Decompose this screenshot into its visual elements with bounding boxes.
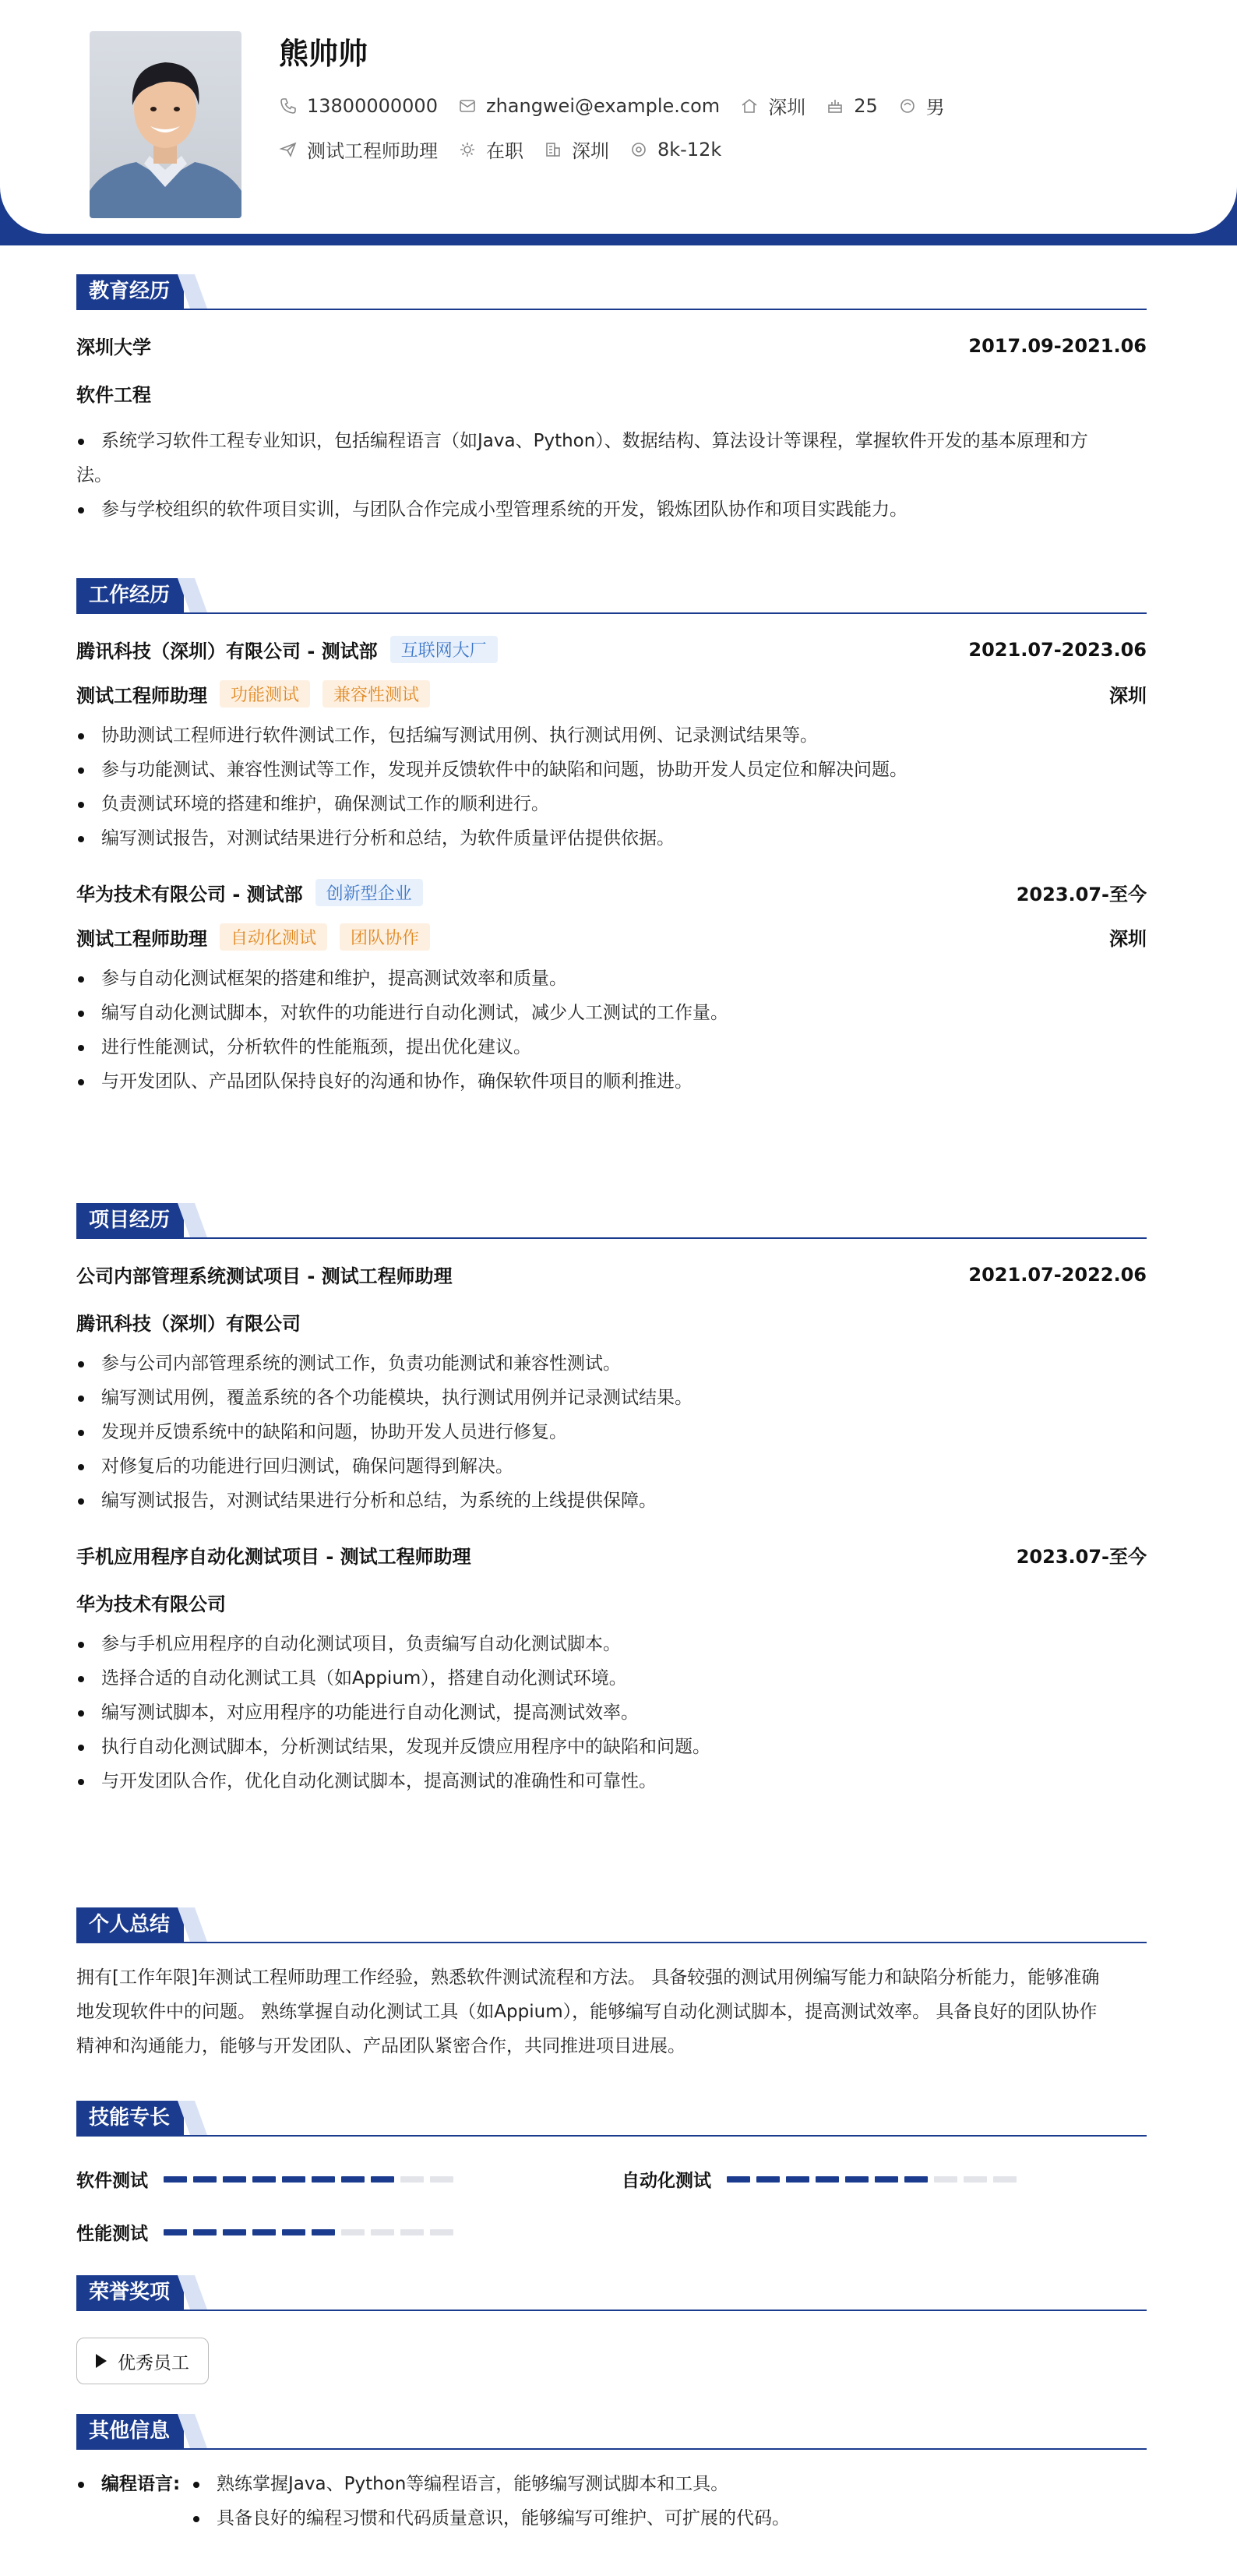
work-company-row: [76, 636, 498, 663]
skill-level-segment: [252, 2176, 276, 2183]
list-item-text: 法。: [76, 465, 112, 485]
section-title: 个人总结: [76, 1907, 184, 1942]
project-period: 2021.07-2022.06: [968, 1263, 1147, 1286]
project-entry-head: [76, 1261, 1147, 1288]
skill-level-bar: [164, 2229, 460, 2235]
project-period: 2023.07-至今: [1016, 1546, 1147, 1568]
other-section: [76, 2414, 1147, 2553]
list-item: [76, 492, 1147, 527]
skill-level-segment: [400, 2229, 424, 2235]
skill-name: 性能测试: [76, 2224, 148, 2244]
header-card: [0, 0, 1237, 234]
city-value: 深圳: [768, 97, 806, 118]
summary-line: 拥有[工作年限]年测试工程师助理工作经验，熟悉软件测试流程和方法。 具备较强的测试用例编写能力和缺陷分析能力，能够准确: [76, 1967, 1100, 1988]
project-company: 腾讯科技（深圳）有限公司: [76, 1313, 301, 1335]
skill-level-segment: [904, 2176, 928, 2183]
skill-level-segment: [430, 2229, 453, 2235]
phone-icon: [279, 97, 298, 115]
city-item: [740, 92, 805, 119]
other-items: [192, 2467, 790, 2535]
bullet-dot: [78, 2482, 84, 2488]
coin-icon: [629, 140, 648, 159]
email-item: [458, 95, 720, 117]
skill-tag: 兼容性测试: [322, 680, 430, 708]
skill-tag: 团队协作: [340, 923, 430, 951]
skill-level-segment: [223, 2229, 246, 2235]
skill-level-segment: [371, 2229, 394, 2235]
role-with-tags: [76, 923, 430, 951]
skill-level-bar: [727, 2176, 1023, 2183]
company-name: 腾讯科技（深圳）有限公司 - 测试部: [76, 640, 378, 662]
project-company-row: [76, 1589, 1147, 1616]
skills-section: [76, 2101, 1147, 2253]
phone-item: [279, 95, 438, 117]
age-value: 25: [854, 94, 878, 117]
skill-level-segment: [252, 2229, 276, 2235]
summary-text: [76, 1960, 1147, 2063]
skill-level-segment: [400, 2176, 424, 2183]
play-icon: [96, 2354, 107, 2368]
list-item: 熟练掌握Java、Python等编程语言，能够编写测试脚本和工具。: [192, 2467, 790, 2501]
work-section: [76, 578, 1147, 1099]
list-item: 具备良好的编程习惯和代码质量意识，能够编写可维护、可扩展的代码。: [192, 2501, 790, 2535]
other-label-row: [76, 2467, 180, 2501]
section-header: [76, 2275, 1147, 2311]
skill-level-segment: [934, 2176, 957, 2183]
section-header: [76, 2101, 1147, 2137]
education-bullets: [76, 424, 1147, 527]
work-entry-head: [76, 879, 1147, 906]
skill-tag: 功能测试: [220, 680, 310, 708]
work-location: 深圳: [1109, 685, 1147, 707]
skill-level-segment: [193, 2229, 217, 2235]
work-location: 深圳: [1109, 928, 1147, 950]
work-entry-head: [76, 636, 1147, 663]
section-title: 技能专长: [76, 2101, 184, 2135]
skills-grid: [76, 2137, 1147, 2253]
candidate-name: 熊帅帅: [279, 37, 368, 71]
skill-level-segment: [193, 2176, 217, 2183]
list-item: 与开发团队、产品团队保持良好的沟通和协作，确保软件项目的顺利推进。: [76, 1064, 1147, 1099]
education-section: [76, 274, 1147, 527]
salary-value: 8k-12k: [657, 138, 722, 161]
age-item: [826, 95, 878, 117]
list-item: 编写测试报告，对测试结果进行分析和总结，为系统的上线提供保障。: [76, 1484, 1147, 1518]
skill-level-segment: [164, 2176, 187, 2183]
work-bullets: [76, 718, 1147, 856]
section-header: [76, 1907, 1147, 1943]
skill-level-segment: [341, 2229, 365, 2235]
list-item: 发现并反馈系统中的缺陷和问题，协助开发人员进行修复。: [76, 1415, 1147, 1449]
project-bullets: [76, 1627, 1147, 1798]
role: 测试工程师助理: [76, 928, 207, 950]
skill-level-segment: [223, 2176, 246, 2183]
award-item: [76, 2338, 209, 2384]
project-company-row: [76, 1308, 1147, 1336]
gender-icon: [898, 97, 917, 115]
skill-level-segment: [164, 2229, 187, 2235]
list-item: 协助测试工程师进行软件测试工作，包括编写测试用例、执行测试用例、记录测试结果等。: [76, 718, 1147, 753]
mail-icon: [458, 97, 477, 115]
section-title: 其他信息: [76, 2414, 184, 2448]
skill-level-segment: [875, 2176, 898, 2183]
section-header: [76, 578, 1147, 614]
role-with-tags: [76, 680, 430, 708]
phone-value: 13800000000: [307, 94, 438, 117]
list-item: 参与功能测试、兼容性测试等工作，发现并反馈软件中的缺陷和问题，协助开发人员定位和解决问题。: [76, 753, 1147, 787]
project-title: 手机应用程序自动化测试项目 - 测试工程师助理: [76, 1546, 471, 1568]
other-label: 编程语言:: [101, 2474, 181, 2494]
company-tag: 互联网大厂: [390, 636, 498, 663]
section-title: 教育经历: [76, 274, 184, 309]
education-entry-head: [76, 332, 1147, 359]
list-item: 参与公司内部管理系统的测试工作，负责功能测试和兼容性测试。: [76, 1346, 1147, 1381]
section-title: 项目经历: [76, 1203, 184, 1237]
section-header: [76, 1203, 1147, 1239]
awards-list: [76, 2338, 1147, 2384]
project-bullets: [76, 1346, 1147, 1518]
list-item: 对修复后的功能进行回归测试，确保问题得到解决。: [76, 1449, 1147, 1484]
project-company: 华为技术有限公司: [76, 1593, 226, 1615]
work-role-row: [76, 680, 1147, 708]
skill-level-segment: [786, 2176, 809, 2183]
skill-level-segment: [282, 2229, 305, 2235]
list-item-text: 参与学校组织的软件项目实训，与团队合作完成小型管理系统的开发，锻炼团队协作和项目实践能力。: [101, 499, 907, 520]
skill-level-segment: [727, 2176, 750, 2183]
work-period: 2023.07-至今: [1016, 884, 1147, 905]
list-item: [76, 424, 1147, 492]
section-title: 荣誉奖项: [76, 2275, 184, 2310]
major: 软件工程: [76, 384, 151, 406]
target-city-item: [544, 136, 609, 163]
projects-section: [76, 1203, 1147, 1798]
list-item: 执行自动化测试脚本，分析测试结果，发现并反馈应用程序中的缺陷和问题。: [76, 1730, 1147, 1764]
skill-level-segment: [312, 2176, 335, 2183]
cake-icon: [826, 97, 844, 115]
project-entry-head: [76, 1541, 1147, 1569]
target-city-value: 深圳: [572, 140, 609, 162]
other-info: [76, 2467, 1147, 2553]
contact-row: [279, 92, 965, 119]
skill-item: [76, 2219, 460, 2245]
company-name: 华为技术有限公司 - 测试部: [76, 884, 303, 905]
home-icon: [740, 97, 759, 115]
list-item-text: 系统学习软件工程专业知识，包括编程语言（如Java、Python）、数据结构、算法设计等课程，掌握软件开发的基本原理和方: [101, 431, 1088, 451]
section-header: [76, 2414, 1147, 2450]
school-name: 深圳大学: [76, 337, 151, 358]
list-item: 负责测试环境的搭建和维护，确保测试工作的顺利进行。: [76, 787, 1147, 821]
list-item: 编写测试脚本，对应用程序的功能进行自动化测试，提高测试效率。: [76, 1696, 1147, 1730]
status-item: [458, 136, 523, 163]
education-period: 2017.09-2021.06: [968, 334, 1147, 357]
list-item: 参与自动化测试框架的搭建和维护，提高测试效率和质量。: [76, 962, 1147, 996]
award-name: 优秀员工: [118, 2352, 189, 2373]
sun-icon: [458, 140, 477, 159]
skill-item: [622, 2166, 1023, 2192]
salary-item: [629, 139, 721, 161]
list-item: 进行性能测试，分析软件的性能瓶颈，提出优化建议。: [76, 1030, 1147, 1064]
skill-level-segment: [430, 2176, 453, 2183]
section-header: [76, 274, 1147, 310]
education-major-row: [76, 379, 1147, 407]
work-company-row: [76, 879, 423, 906]
summary-section: [76, 1907, 1147, 2063]
skill-level-segment: [993, 2176, 1017, 2183]
summary-line: 精神和沟通能力，能够与开发团队、产品团队紧密合作，共同推进项目进展。: [76, 2036, 685, 2056]
summary-line: 地发现软件中的问题。 熟练掌握自动化测试工具（如Appium），能够编写自动化测试脚本，提高测试效率。 具备良好的团队协作: [76, 2002, 1098, 2022]
work-role-row: [76, 923, 1147, 951]
gender-value: 男: [925, 97, 945, 118]
building-icon: [544, 140, 562, 159]
skill-level-segment: [845, 2176, 869, 2183]
list-item: 参与手机应用程序的自动化测试项目，负责编写自动化测试脚本。: [76, 1627, 1147, 1661]
skill-tag: 自动化测试: [220, 923, 327, 951]
project-title: 公司内部管理系统测试项目 - 测试工程师助理: [76, 1265, 453, 1287]
list-item: 编写测试报告，对测试结果进行分析和总结，为软件质量评估提供依据。: [76, 821, 1147, 856]
skill-name: 软件测试: [76, 2171, 148, 2191]
position-item: [279, 136, 438, 163]
list-item: 选择合适的自动化测试工具（如Appium），搭建自动化测试环境。: [76, 1661, 1147, 1696]
skill-level-segment: [964, 2176, 987, 2183]
skill-level-segment: [371, 2176, 394, 2183]
section-title: 工作经历: [76, 578, 184, 612]
work-period: 2021.07-2023.06: [968, 638, 1147, 661]
list-item: 与开发团队合作，优化自动化测试脚本，提高测试的准确性和可靠性。: [76, 1764, 1147, 1798]
awards-section: [76, 2275, 1147, 2384]
skill-level-segment: [282, 2176, 305, 2183]
skill-level-segment: [312, 2229, 335, 2235]
role: 测试工程师助理: [76, 685, 207, 707]
list-item: 编写自动化测试脚本，对软件的功能进行自动化测试，减少人工测试的工作量。: [76, 996, 1147, 1030]
skill-level-segment: [756, 2176, 780, 2183]
send-icon: [279, 140, 298, 159]
list-item: 编写测试用例，覆盖系统的各个功能模块，执行测试用例并记录测试结果。: [76, 1381, 1147, 1415]
status-value: 在职: [486, 140, 523, 162]
gender-item: [898, 92, 945, 119]
work-bullets: [76, 962, 1147, 1099]
skill-name: 自动化测试: [622, 2171, 711, 2191]
email-value: zhangwei@example.com: [485, 94, 721, 117]
job-intent-row: [279, 136, 742, 163]
skill-item: [76, 2166, 460, 2192]
skill-level-segment: [341, 2176, 365, 2183]
skill-level-segment: [816, 2176, 839, 2183]
avatar: [90, 31, 241, 218]
company-tag: 创新型企业: [315, 879, 423, 906]
position-value: 测试工程师助理: [307, 140, 438, 162]
skill-level-bar: [164, 2176, 460, 2183]
